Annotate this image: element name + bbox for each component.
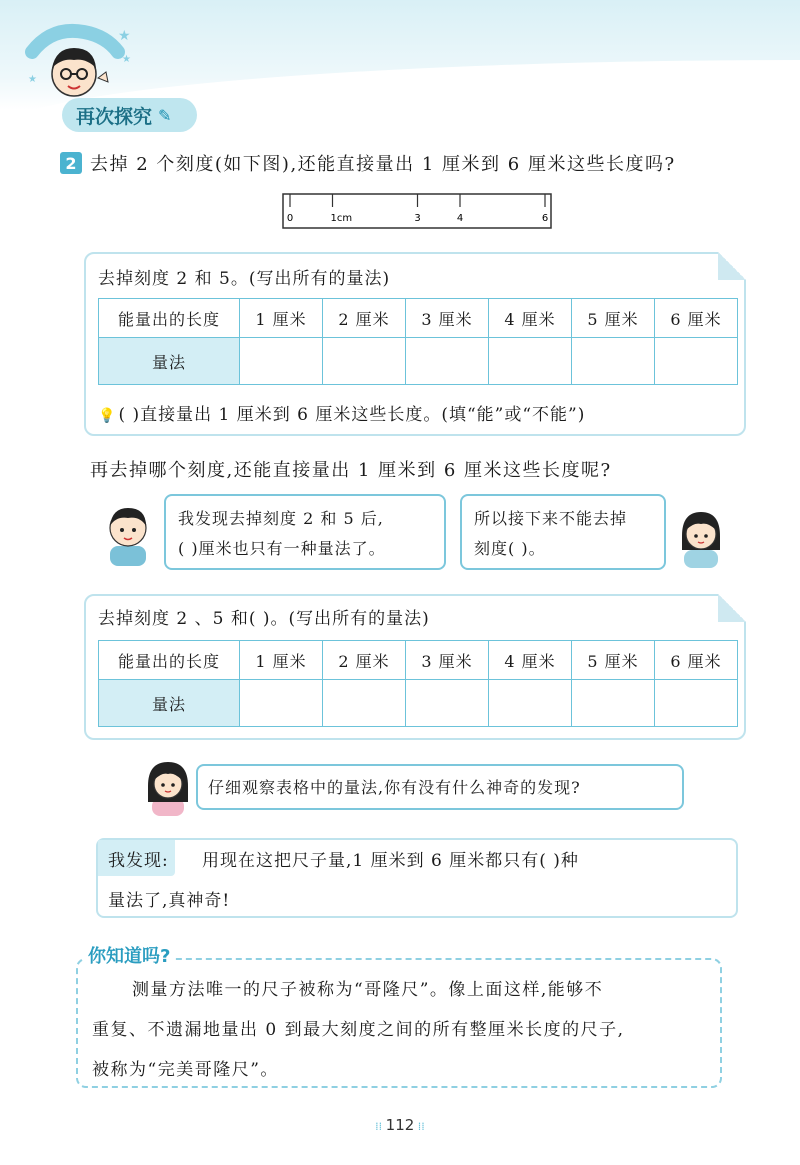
svg-text:★: ★ [118,28,131,44]
answer-cell[interactable] [572,680,655,727]
page-fold-icon [718,594,746,622]
panel1-hint-text: ( )直接量出 1 厘米到 6 厘米这些长度。(填“能”或“不能”) [118,405,586,425]
ruler-label-1: 1cm [330,213,353,224]
girl-bubble-line2: 刻度( )。 [474,539,546,558]
lightbulb-icon: 💡 [98,408,117,424]
col-4cm: 4 厘米 [489,641,572,680]
table-row [99,680,738,727]
svg-text:★: ★ [122,54,131,65]
answer-cell[interactable] [406,338,489,385]
page-deco-right-icon: ⁞⁞ [414,1120,425,1133]
col-3cm: 3 厘米 [406,641,489,680]
ruler-label-6: 6 [541,213,549,224]
section-title [62,98,197,132]
finding-line2: 量法了,真神奇! [108,891,231,911]
col-2cm: 2 厘米 [323,641,406,680]
finding-label: 我发现: [98,840,175,876]
girl-thinking-avatar-icon [144,756,192,816]
answer-cell[interactable] [406,680,489,727]
panel-remove-2-5-x [84,594,746,740]
answer-cell[interactable] [655,338,738,385]
girl-avatar-icon [676,506,726,568]
dyk-line3: 被称为“完美哥隆尺”。 [92,1060,279,1080]
answer-cell[interactable] [240,680,323,727]
question-number-badge: 2 [60,152,82,174]
col-4cm: 4 厘米 [489,299,572,338]
panel1-table [98,298,738,385]
panel2-table [98,640,738,727]
answer-cell[interactable] [489,338,572,385]
ruler-label-3: 3 [414,213,421,224]
col-3cm: 3 厘米 [406,299,489,338]
answer-cell[interactable] [655,680,738,727]
panel1-hint [98,400,585,425]
section-title-text: 再次探究 [76,105,153,128]
col-5cm: 5 厘米 [572,641,655,680]
pencil-icon: ✎ [158,105,172,125]
col-1cm: 1 厘米 [240,299,323,338]
col-6cm: 6 厘米 [655,299,738,338]
girl-speech-bubble [460,494,666,570]
panel-remove-2-5 [84,252,746,436]
page-number-text: 112 [385,1116,415,1134]
page-number [370,1116,430,1134]
answer-cell[interactable] [240,338,323,385]
finding-box [96,838,738,918]
panel2-title: 去掉刻度 2 、5 和( )。(写出所有的量法) [98,609,430,629]
ruler-diagram [282,193,552,229]
question-text: 去掉 2 个刻度(如下图),还能直接量出 1 厘米到 6 厘米这些长度吗? [90,154,676,175]
girl-bubble-line1: 所以接下来不能去掉 [474,509,628,528]
ruler-label-4: 4 [456,213,464,224]
col-1cm: 1 厘米 [240,641,323,680]
boy-speech-bubble [164,494,446,570]
col-5cm: 5 厘米 [572,299,655,338]
mascot-boy-icon [22,18,132,108]
table-row [99,299,738,338]
row-header-length: 能量出的长度 [99,299,240,338]
col-2cm: 2 厘米 [323,299,406,338]
svg-text:★: ★ [28,74,37,85]
question2-text: 再去掉哪个刻度,还能直接量出 1 厘米到 6 厘米这些长度呢? [90,460,612,481]
dyk-line2: 重复、不遗漏地量出 0 到最大刻度之间的所有整厘米长度的尺子, [92,1020,625,1040]
finding-line1: 用现在这把尺子量,1 厘米到 6 厘米都只有( )种 [202,851,579,871]
boy-bubble-line1: 我发现去掉刻度 2 和 5 后, [178,509,384,528]
row-header-method: 量法 [99,680,240,727]
page-fold-icon [718,252,746,280]
col-6cm: 6 厘米 [655,641,738,680]
ruler-label-0: 0 [286,213,294,224]
answer-cell[interactable] [489,680,572,727]
answer-cell[interactable] [323,338,406,385]
did-you-know-title: 你知道吗? [84,942,174,968]
dyk-line1: 测量方法唯一的尺子被称为“哥隆尺”。像上面这样,能够不 [132,980,604,1000]
answer-cell[interactable] [323,680,406,727]
row-header-length: 能量出的长度 [99,641,240,680]
observe-text: 仔细观察表格中的量法,你有没有什么神奇的发现? [208,778,581,797]
table-row [99,338,738,385]
page-deco-left-icon: ⁞⁞ [375,1120,386,1133]
panel1-title: 去掉刻度 2 和 5。(写出所有的量法) [98,269,391,289]
observe-bubble [196,764,684,810]
answer-cell[interactable] [572,338,655,385]
did-you-know-box [76,958,722,1088]
row-header-method: 量法 [99,338,240,385]
boy-avatar-icon [100,500,156,566]
boy-bubble-line2: ( )厘米也只有一种量法了。 [178,539,386,558]
table-row [99,641,738,680]
